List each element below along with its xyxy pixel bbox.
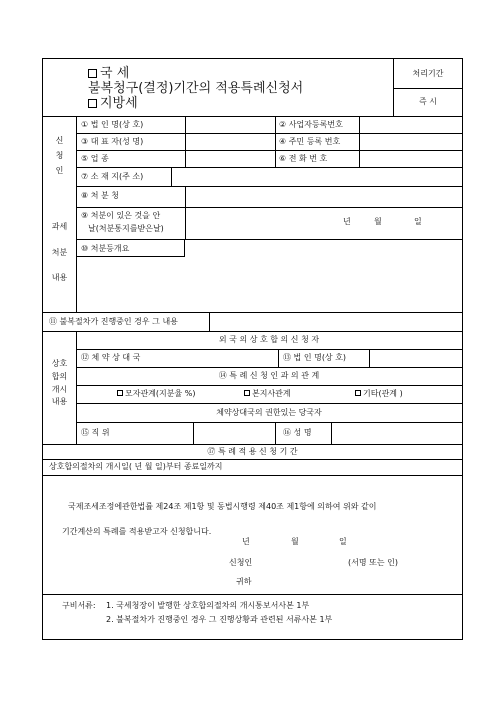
foreign-corp-name-label: ⑬ 법 인 명(상 호) xyxy=(283,353,347,362)
representative-field[interactable] xyxy=(186,134,274,150)
checkbox-icon[interactable] xyxy=(88,69,97,78)
declaration-date-year: 년 xyxy=(242,537,250,546)
corp-name-label: ① 법 인 명(상 호) xyxy=(81,120,144,129)
notice-date-label-line2: 날(처분통지를받은날) xyxy=(88,224,164,233)
tax-local-option[interactable]: 지방세 xyxy=(88,97,138,110)
resident-no-field[interactable] xyxy=(360,134,461,150)
processing-period-value: 즉 시 xyxy=(419,97,437,106)
position-field[interactable] xyxy=(194,423,274,444)
biz-reg-no-label: ② 사업자등록번호 xyxy=(279,120,343,129)
corp-name-field[interactable] xyxy=(186,117,274,133)
foreign-corp-name-field[interactable] xyxy=(370,350,461,367)
business-type-field[interactable] xyxy=(186,151,274,167)
phone-field[interactable] xyxy=(360,151,461,167)
resident-no-label: ④ 주민 등록 번호 xyxy=(279,137,341,146)
attachments-label: 구비서류: xyxy=(62,601,96,610)
representative-label: ③ 대 표 자(성 명) xyxy=(81,137,144,146)
applicant-section-label: 신청인 xyxy=(55,136,64,176)
recipient-label: 귀하 xyxy=(236,577,252,586)
business-type-label: ⑤ 업 종 xyxy=(81,154,109,163)
checkbox-icon[interactable] xyxy=(117,390,123,396)
declaration-date-day: 일 xyxy=(339,537,347,546)
relationship-header: ⑭ 특 례 신 청 인 과 의 관 계 xyxy=(218,371,320,380)
address-label: ⑦ 소 재 지(주 소) xyxy=(81,172,144,181)
application-form xyxy=(42,58,463,640)
special-period-header: ⑰ 특 례 적 용 신 청 기 간 xyxy=(207,447,298,456)
disposition-office-label: ⑧ 처 분 청 xyxy=(81,191,119,200)
checkbox-icon[interactable] xyxy=(244,390,250,396)
tax-disposition-section-label: 과세처분내용 xyxy=(51,222,68,283)
signature-label: (서명 또는 인) xyxy=(348,558,398,567)
declaration-line-2: 기간계산의 특례를 적용받고자 신청합니다. xyxy=(62,527,212,536)
attachment-item-1: 1. 국세청장이 발행한 상호합의절차의 개시통보서사본 1부 xyxy=(106,601,310,610)
notice-date-month: 월 xyxy=(374,217,382,226)
phone-label: ⑥ 전 화 번 호 xyxy=(279,154,328,163)
objection-procedure-field[interactable] xyxy=(210,313,461,331)
declaration-line-1: 국제조세조정에관한법률 제24조 제1항 및 동법시행령 제40조 제1항에 의하여 위와 같이 xyxy=(68,502,377,511)
treaty-country-label: ⑫ 체 약 상 대 국 xyxy=(81,353,141,362)
biz-reg-no-field[interactable] xyxy=(360,117,461,133)
disposition-summary-field[interactable] xyxy=(77,258,461,311)
checkbox-icon[interactable] xyxy=(88,99,97,108)
declaration-applicant-label: 신청인 xyxy=(229,558,253,567)
address-field[interactable] xyxy=(172,168,461,186)
disposition-office-field[interactable] xyxy=(186,187,461,207)
notice-date-field[interactable] xyxy=(186,208,336,239)
disposition-summary-label: ⑩ 처분등개요 xyxy=(81,244,130,253)
relationship-parent-option[interactable]: 모자관계(지분율 %) xyxy=(117,390,195,398)
mutual-agreement-section-label: 상호합의개시내용 xyxy=(51,359,68,407)
notice-date-day: 일 xyxy=(414,217,422,226)
position-label: ⑮ 직 위 xyxy=(81,428,110,437)
objection-procedure-label: ⑪ 불복절차가 진행중인 경우 그 내용 xyxy=(49,317,178,326)
official-name-label: ⑯ 성 명 xyxy=(283,428,312,437)
tax-national-option[interactable]: 국 세 xyxy=(88,67,129,80)
processing-period-label: 처리기간 xyxy=(412,69,444,78)
foreign-applicant-header: 외 국 의 상 호 합 의 신 청 자 xyxy=(218,335,320,344)
relationship-branch-option[interactable]: 본지사관계 xyxy=(244,390,291,398)
declaration-date-month: 월 xyxy=(291,537,299,546)
official-name-field[interactable] xyxy=(332,423,461,444)
attachment-item-2: 2. 불복절차가 진행중인 경우 그 진행상황과 관련된 서류사본 1부 xyxy=(106,615,333,624)
form-title: 불복청구(결정)기간의 적용특례신청서 xyxy=(88,81,304,96)
notice-date-label-line1: ⑨ 처분이 있은 것을 안 xyxy=(81,211,161,220)
treaty-country-field[interactable] xyxy=(193,350,277,367)
notice-date-year: 년 xyxy=(343,217,351,226)
competent-authority-header: 체약상대국의 권한있는 당국자 xyxy=(216,408,322,417)
checkbox-icon[interactable] xyxy=(355,390,361,396)
applicant-signature-field[interactable] xyxy=(259,555,347,569)
special-period-text: 상호합의절차의 개시일( 년 월 일)부터 종료일까지 xyxy=(49,462,223,471)
relationship-other-option[interactable]: 기타(관계 ) xyxy=(355,390,403,398)
